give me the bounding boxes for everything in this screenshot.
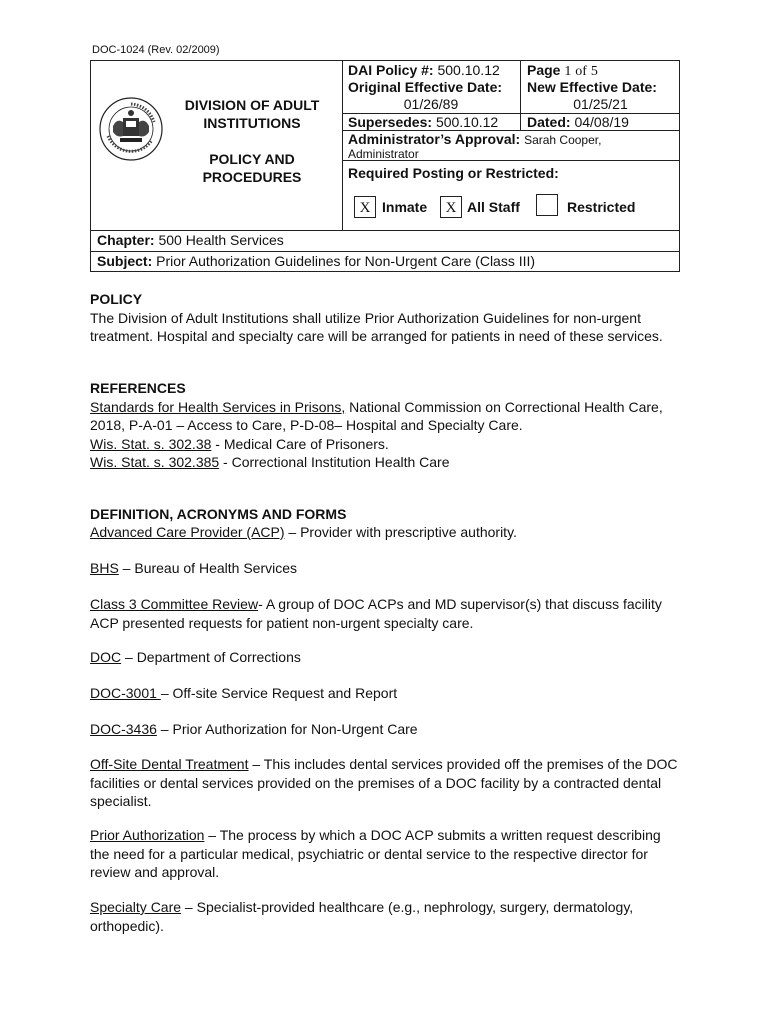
definition-item: Specialty Care – Specialist-provided healthcare (e.g., nephrology, surgery, dermatology, orthopedic). [90, 899, 634, 934]
chapter: Chapter: 500 Health Services [97, 232, 284, 248]
checkbox-restricted-label: Restricted [567, 199, 636, 215]
division-title: DIVISION OF ADULT INSTITUTIONS [184, 97, 320, 131]
reference-item: Wis. Stat. s. 302.38 - Medical Care of Prisoners. [90, 435, 389, 452]
policy-number: DAI Policy #: 500.10.12 [348, 62, 500, 78]
checkbox-all-staff-label: All Staff [467, 199, 520, 215]
checkbox-restricted[interactable] [536, 194, 558, 216]
definition-item: Prior Authorization – The process by which a DOC ACP submits a written request describing the need for a particular medical, psychiatric or dental service to the respective director for review and approval. [90, 827, 661, 880]
original-effective-label: Original Effective Date: [348, 79, 503, 95]
checkbox-inmate[interactable]: X [354, 196, 376, 218]
definition-item: Class 3 Committee Review- A group of DOC ACPs and MD supervisor(s) that discuss facility ACP presented requests for patient non-urgent specialty care. [90, 596, 662, 631]
definition-item: DOC-3001 – Off-site Service Request and Report [90, 685, 398, 701]
policy-heading: POLICY [90, 291, 143, 307]
state-seal-logo [98, 96, 164, 162]
new-effective-label: New Effective Date: [527, 79, 657, 95]
supersedes: Supersedes: 500.10.12 [348, 114, 499, 130]
references-heading: REFERENCES [90, 380, 186, 396]
policy-section [90, 290, 680, 346]
checkbox-inmate-label: Inmate [382, 199, 428, 215]
administrator-title: Administrator [348, 147, 419, 161]
original-effective-date: 01/26/89 [403, 96, 459, 112]
subject: Subject: Prior Authorization Guidelines for Non-Urgent Care (Class III) [97, 253, 536, 269]
reference-link[interactable]: Standards for Health Services in Prisons, [90, 398, 346, 415]
page-indicator: Page 1 of 5 [527, 62, 598, 79]
posting-label: Required Posting or Restricted: [348, 165, 559, 181]
definition-item: DOC – Department of Corrections [90, 649, 301, 665]
new-effective-date: 01/25/21 [573, 96, 628, 112]
definition-item: Advanced Care Provider (ACP) – Provider with prescriptive authority. [90, 524, 517, 540]
references-section [90, 379, 680, 472]
dated: Dated: 04/08/19 [527, 114, 629, 130]
definition-item: DOC-3436 – Prior Authorization for Non-Urgent Care [90, 721, 418, 737]
definition-item: BHS – Bureau of Health Services [90, 560, 298, 576]
checkbox-all-staff[interactable]: X [440, 196, 462, 218]
definition-item: Off-Site Dental Treatment – This includes dental services provided off the premises of the DOC facilities or dental services provided on the premises of a DOC facility by a contracted dental specialist. [90, 756, 678, 809]
reference-link[interactable]: Wis. Stat. s. 302.38 [90, 435, 212, 452]
reference-item: Standards for Health Services in Prisons, National Commission on Correctional Health Care, 2018, P-A-01 – Access to Care, P-D-08– Hospital and Specialty Care. [90, 398, 663, 433]
reference-link[interactable]: Wis. Stat. s. 302.385 [90, 454, 220, 470]
policy-text: The Division of Adult Institutions shall utilize Prior Authorization Guidelines for non-urgent treatment. Hospital and specialty care will be arranged for patients in need of these services. [90, 309, 663, 344]
definitions-heading: DEFINITION, ACRONYMS AND FORMS [90, 506, 347, 522]
reference-item: Wis. Stat. s. 302.385 - Correctional Institution Health Care [90, 454, 450, 470]
administrator-approval: Administrator’s Approval: Sarah Cooper, [348, 131, 602, 147]
form-id: DOC-1024 (Rev. 02/2009) [92, 44, 220, 56]
policy-procedures-title: POLICY AND PROCEDURES [202, 151, 302, 185]
